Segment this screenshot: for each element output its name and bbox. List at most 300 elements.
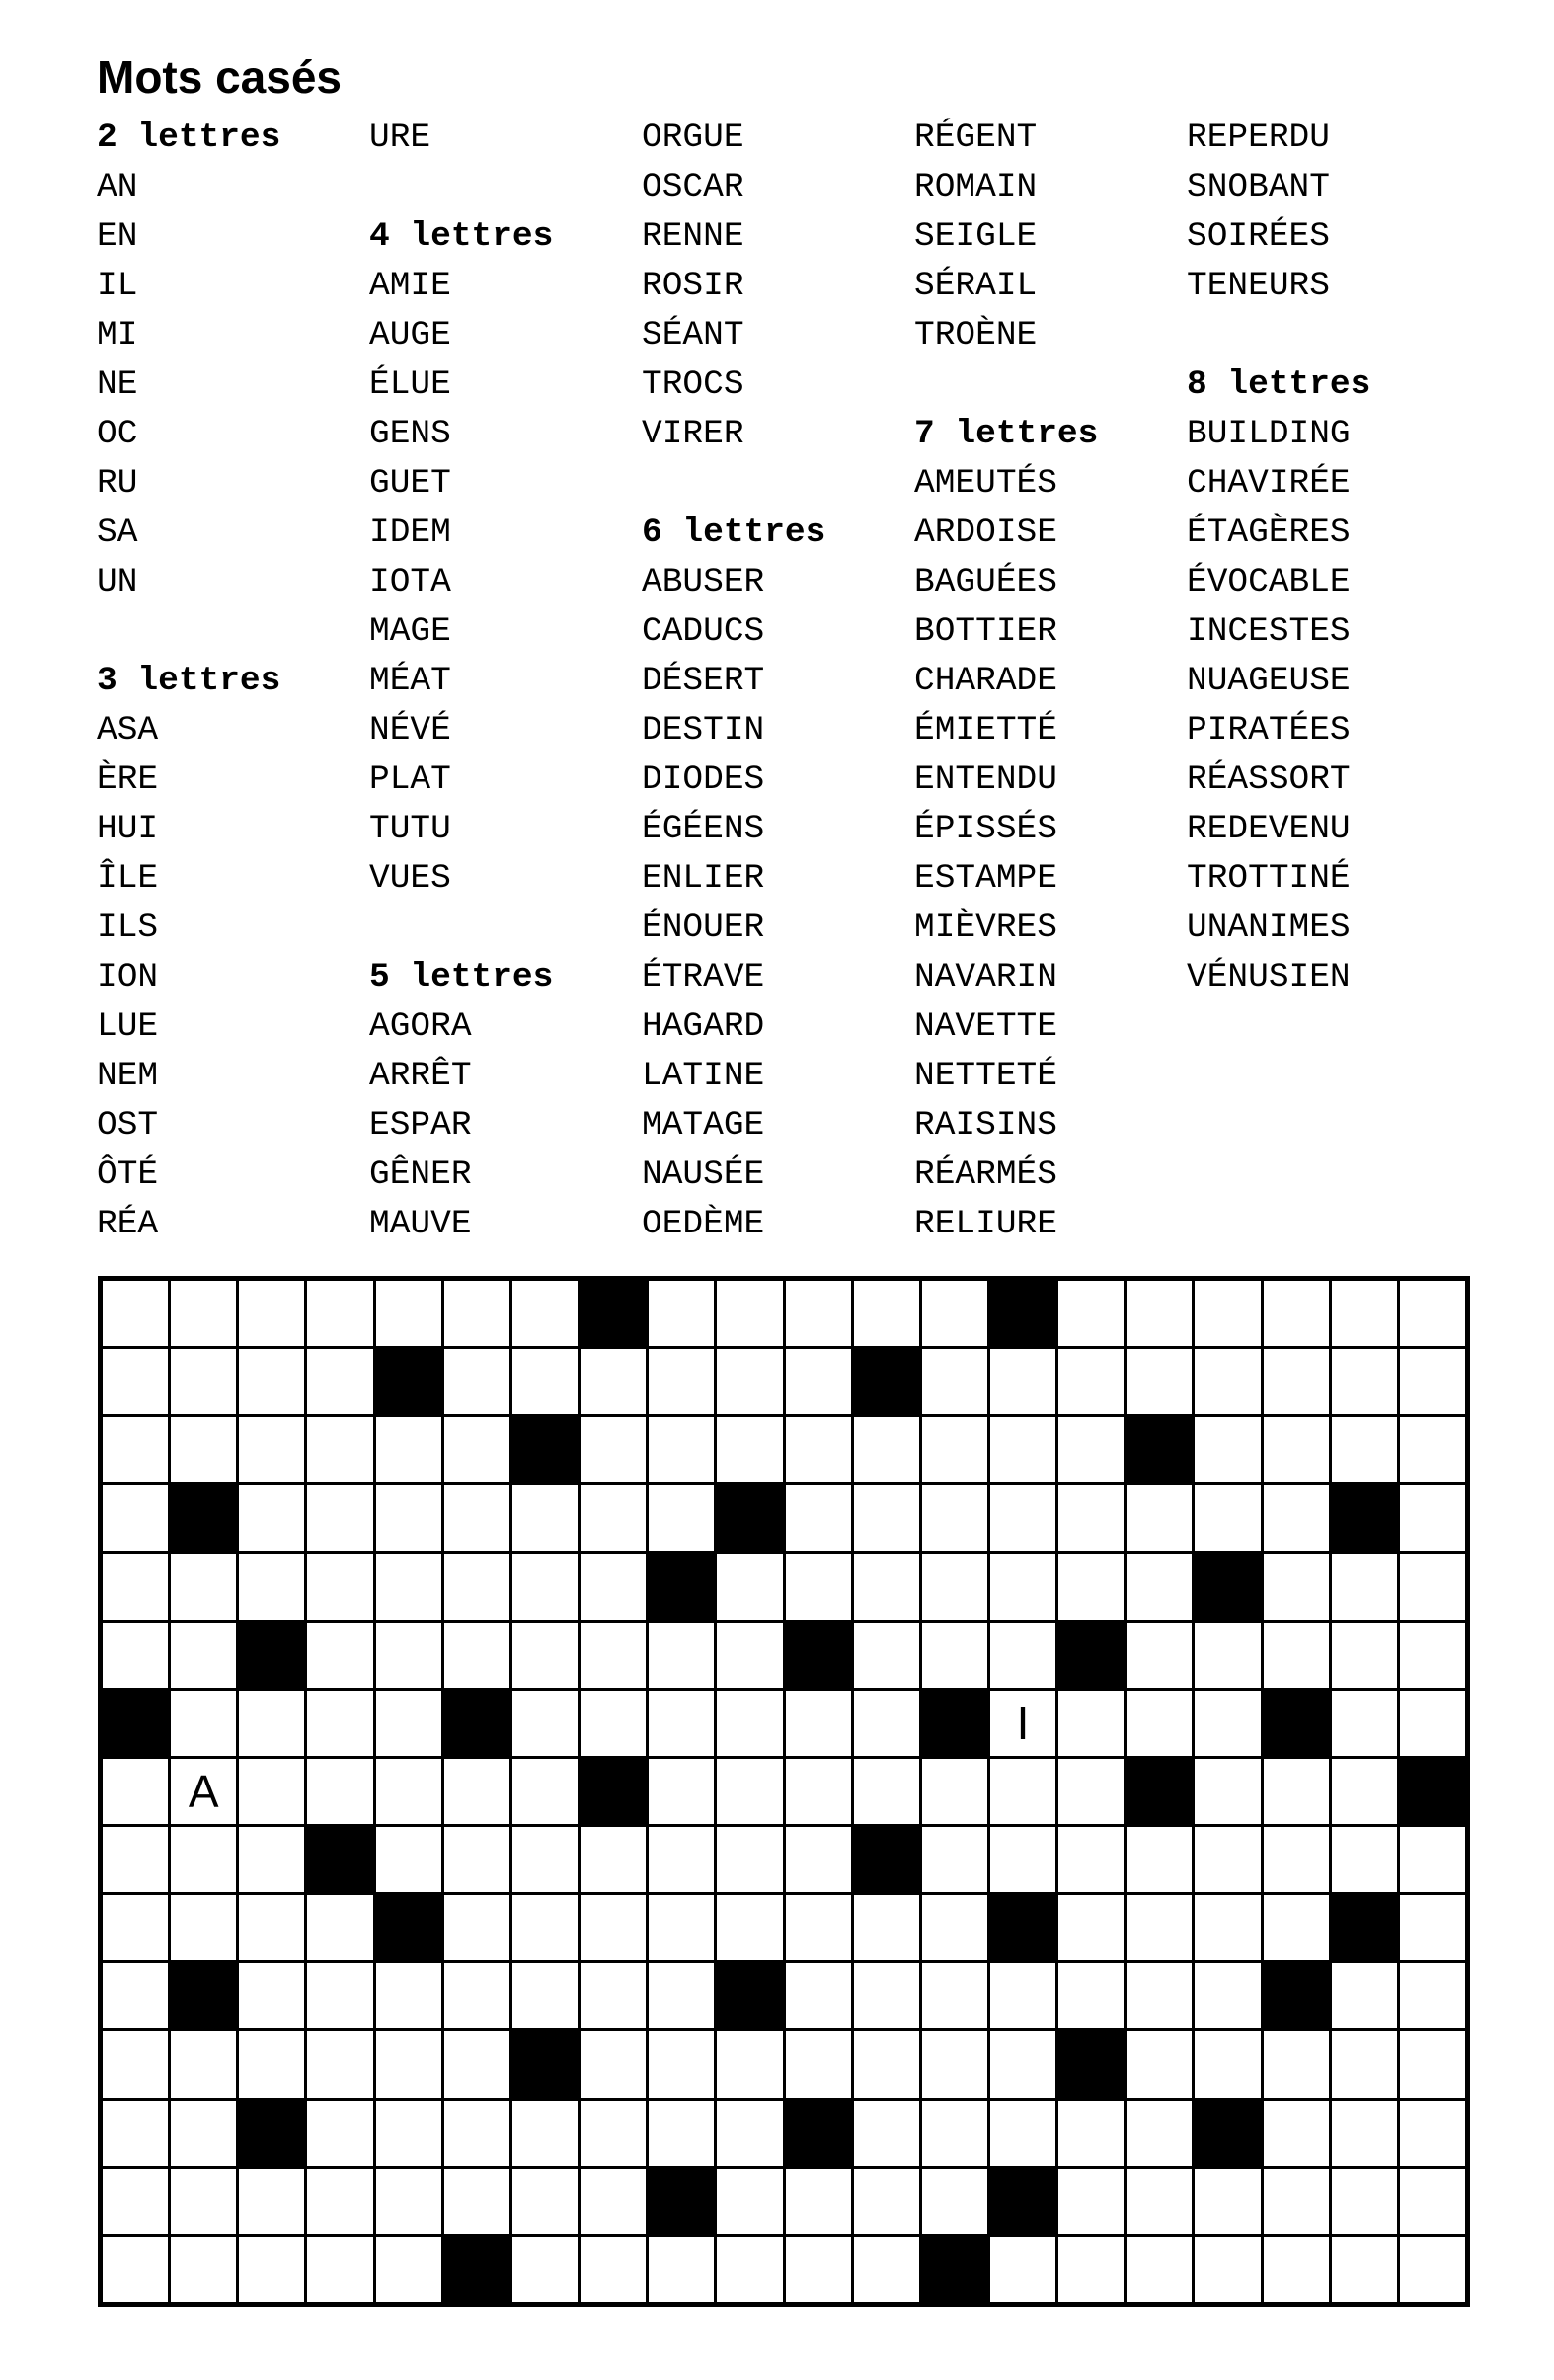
grid-cell[interactable] bbox=[649, 2237, 714, 2302]
grid-cell[interactable] bbox=[512, 2169, 578, 2234]
grid-cell[interactable] bbox=[307, 1963, 372, 2028]
black-cell bbox=[581, 1759, 646, 1824]
grid-cell[interactable] bbox=[1058, 1759, 1124, 1824]
grid-cell[interactable] bbox=[922, 1349, 987, 1414]
grid-cell[interactable] bbox=[512, 1485, 578, 1550]
grid-cell[interactable] bbox=[581, 2101, 646, 2166]
word-entry: MÉAT bbox=[369, 662, 451, 700]
grid-cell[interactable] bbox=[307, 1895, 372, 1960]
grid-cell[interactable] bbox=[1400, 1963, 1465, 2028]
grid-cell[interactable] bbox=[649, 1417, 714, 1482]
grid-cell[interactable] bbox=[581, 1554, 646, 1620]
grid-cell[interactable] bbox=[376, 2101, 441, 2166]
grid-cell[interactable] bbox=[581, 1417, 646, 1482]
word-entry: TROÈNE bbox=[914, 316, 1038, 355]
grid-cell[interactable] bbox=[990, 1759, 1055, 1824]
grid-cell[interactable] bbox=[1400, 1281, 1465, 1346]
black-cell bbox=[239, 1623, 304, 1688]
grid-cell[interactable] bbox=[1127, 1281, 1192, 1346]
grid-cell[interactable] bbox=[1058, 1349, 1124, 1414]
grid-cell[interactable] bbox=[171, 2169, 236, 2234]
grid-cell[interactable] bbox=[376, 1554, 441, 1620]
grid-cell[interactable] bbox=[717, 1417, 782, 1482]
grid-cell[interactable] bbox=[1127, 1623, 1192, 1688]
grid-cell[interactable] bbox=[103, 1281, 168, 1346]
grid-cell[interactable] bbox=[1332, 2237, 1397, 2302]
grid-cell[interactable] bbox=[1264, 1349, 1329, 1414]
grid-cell[interactable] bbox=[854, 1759, 919, 1824]
grid-cell[interactable] bbox=[239, 1895, 304, 1960]
word-entry: DÉSERT bbox=[642, 662, 765, 700]
grid-cell[interactable] bbox=[1127, 2031, 1192, 2097]
word-entry: HUI bbox=[97, 810, 159, 848]
grid-cell[interactable] bbox=[1195, 1349, 1260, 1414]
grid-cell[interactable] bbox=[990, 2031, 1055, 2097]
grid-cell[interactable] bbox=[649, 1691, 714, 1756]
grid-cell[interactable] bbox=[1264, 1485, 1329, 1550]
grid-cell[interactable] bbox=[1195, 1691, 1260, 1756]
grid-cell[interactable] bbox=[1400, 1417, 1465, 1482]
word-entry: TENEURS bbox=[1187, 267, 1330, 305]
grid-cell[interactable] bbox=[239, 1417, 304, 1482]
grid-cell[interactable] bbox=[307, 2169, 372, 2234]
grid-cell[interactable] bbox=[307, 1759, 372, 1824]
grid-cell[interactable] bbox=[717, 2031, 782, 2097]
grid-cell[interactable] bbox=[854, 1485, 919, 1550]
word-spacer bbox=[1187, 311, 1459, 360]
grid-cell[interactable] bbox=[854, 2237, 919, 2302]
grid-cell[interactable] bbox=[307, 1554, 372, 1620]
grid-cell[interactable] bbox=[1127, 1963, 1192, 2028]
grid-cell[interactable] bbox=[307, 2031, 372, 2097]
grid-cell[interactable] bbox=[581, 1963, 646, 2028]
grid-cell[interactable] bbox=[1195, 1485, 1260, 1550]
grid-cell[interactable] bbox=[922, 2031, 987, 2097]
grid-cell[interactable] bbox=[922, 2101, 987, 2166]
grid-cell[interactable] bbox=[239, 2237, 304, 2302]
grid-cell[interactable] bbox=[444, 1895, 509, 1960]
grid-cell[interactable] bbox=[1332, 2169, 1397, 2234]
grid-cell[interactable] bbox=[307, 1349, 372, 1414]
grid-cell[interactable] bbox=[1264, 1759, 1329, 1824]
grid-cell[interactable] bbox=[922, 2169, 987, 2234]
grid-cell[interactable] bbox=[307, 2237, 372, 2302]
grid-cell[interactable] bbox=[171, 2101, 236, 2166]
grid-cell[interactable] bbox=[581, 1827, 646, 1892]
grid-cell[interactable] bbox=[512, 1554, 578, 1620]
grid-cell[interactable] bbox=[990, 2237, 1055, 2302]
grid-cell[interactable] bbox=[1400, 1623, 1465, 1688]
grid-cell-letter[interactable]: A bbox=[171, 1759, 236, 1824]
grid-cell[interactable] bbox=[239, 1485, 304, 1550]
grid-cell[interactable] bbox=[444, 1281, 509, 1346]
grid-cell[interactable] bbox=[786, 1485, 851, 1550]
grid-cell[interactable] bbox=[512, 1963, 578, 2028]
grid-cell[interactable] bbox=[581, 2031, 646, 2097]
grid-cell[interactable] bbox=[1332, 1691, 1397, 1756]
grid-cell[interactable] bbox=[581, 2237, 646, 2302]
grid-cell[interactable] bbox=[376, 1827, 441, 1892]
grid-cell[interactable] bbox=[1332, 2101, 1397, 2166]
grid-cell[interactable] bbox=[307, 1623, 372, 1688]
grid-cell[interactable] bbox=[1400, 2237, 1465, 2302]
grid-cell[interactable] bbox=[1264, 1554, 1329, 1620]
grid-cell[interactable] bbox=[1127, 2237, 1192, 2302]
grid-cell[interactable] bbox=[512, 1895, 578, 1960]
grid-cell[interactable] bbox=[922, 1827, 987, 1892]
word-entry: ARDOISE bbox=[914, 514, 1057, 552]
grid-cell[interactable] bbox=[1127, 1349, 1192, 1414]
grid-cell[interactable] bbox=[103, 1349, 168, 1414]
grid-cell[interactable] bbox=[1264, 2237, 1329, 2302]
grid-cell[interactable] bbox=[649, 1827, 714, 1892]
grid-cell[interactable] bbox=[649, 1895, 714, 1960]
grid-cell[interactable] bbox=[512, 1691, 578, 1756]
grid-cell[interactable] bbox=[1127, 1895, 1192, 1960]
black-cell bbox=[512, 1417, 578, 1482]
grid-cell[interactable] bbox=[512, 1349, 578, 1414]
grid-cell[interactable] bbox=[786, 1895, 851, 1960]
word-entry: LATINE bbox=[642, 1057, 765, 1095]
grid-cell[interactable] bbox=[717, 2101, 782, 2166]
grid-cell[interactable] bbox=[922, 1485, 987, 1550]
grid-cell[interactable] bbox=[307, 1691, 372, 1756]
grid-cell[interactable] bbox=[854, 2031, 919, 2097]
word-entry: ÉLUE bbox=[369, 365, 451, 404]
grid-cell[interactable] bbox=[786, 1554, 851, 1620]
grid-cell[interactable] bbox=[990, 1963, 1055, 2028]
grid-cell[interactable] bbox=[581, 2169, 646, 2234]
grid-cell[interactable] bbox=[239, 1554, 304, 1620]
grid-cell[interactable] bbox=[854, 1554, 919, 1620]
grid-cell[interactable] bbox=[512, 1759, 578, 1824]
grid-cell[interactable] bbox=[512, 2101, 578, 2166]
grid-cell[interactable] bbox=[444, 1827, 509, 1892]
grid-cell[interactable] bbox=[444, 1417, 509, 1482]
grid-cell[interactable] bbox=[171, 1554, 236, 1620]
word-entry: ÉPISSÉS bbox=[914, 810, 1057, 848]
word-entry: RÉASSORT bbox=[1187, 760, 1351, 799]
grid-cell[interactable] bbox=[376, 1691, 441, 1756]
grid-cell[interactable] bbox=[786, 1281, 851, 1346]
grid-cell[interactable] bbox=[239, 1281, 304, 1346]
grid-cell[interactable] bbox=[1058, 2169, 1124, 2234]
black-cell bbox=[307, 1827, 372, 1892]
grid-cell[interactable] bbox=[376, 1485, 441, 1550]
grid-cell[interactable] bbox=[103, 2031, 168, 2097]
grid-cell[interactable] bbox=[1264, 2031, 1329, 2097]
grid-cell[interactable] bbox=[786, 1691, 851, 1756]
grid-cell[interactable] bbox=[444, 2169, 509, 2234]
grid-cell[interactable] bbox=[922, 1623, 987, 1688]
grid-cell[interactable] bbox=[649, 1963, 714, 2028]
grid-cell[interactable] bbox=[922, 1554, 987, 1620]
word-entry: MAGE bbox=[369, 612, 451, 651]
grid-cell[interactable] bbox=[854, 1417, 919, 1482]
grid-cell[interactable] bbox=[1332, 1963, 1397, 2028]
grid-cell[interactable] bbox=[239, 1759, 304, 1824]
grid-cell[interactable] bbox=[786, 1759, 851, 1824]
grid-cell[interactable] bbox=[786, 1827, 851, 1892]
grid-cell[interactable] bbox=[581, 1895, 646, 1960]
grid-cell[interactable] bbox=[649, 1623, 714, 1688]
grid-cell[interactable] bbox=[103, 1827, 168, 1892]
black-cell bbox=[990, 2169, 1055, 2234]
grid-cell[interactable] bbox=[1058, 2101, 1124, 2166]
grid-cell[interactable] bbox=[1127, 1485, 1192, 1550]
grid-cell[interactable] bbox=[103, 1623, 168, 1688]
grid-cell[interactable] bbox=[990, 1827, 1055, 1892]
grid-cell[interactable] bbox=[1400, 1827, 1465, 1892]
grid-cell[interactable] bbox=[581, 1623, 646, 1688]
grid-cell[interactable] bbox=[1058, 2237, 1124, 2302]
grid-cell[interactable] bbox=[649, 1281, 714, 1346]
grid-cell[interactable] bbox=[1400, 2169, 1465, 2234]
grid-cell[interactable] bbox=[649, 1759, 714, 1824]
word-column bbox=[642, 114, 914, 1249]
grid-cell[interactable] bbox=[1058, 1417, 1124, 1482]
grid-cell[interactable] bbox=[376, 1623, 441, 1688]
grid-cell[interactable] bbox=[1400, 1895, 1465, 1960]
grid-cell[interactable] bbox=[376, 2031, 441, 2097]
grid-cell[interactable] bbox=[171, 1349, 236, 1414]
grid-cell[interactable] bbox=[1195, 2169, 1260, 2234]
grid-cell[interactable] bbox=[103, 1759, 168, 1824]
grid-cell[interactable] bbox=[512, 2237, 578, 2302]
grid-cell[interactable] bbox=[1127, 2169, 1192, 2234]
grid-cell[interactable] bbox=[444, 1759, 509, 1824]
grid-cell[interactable] bbox=[990, 1485, 1055, 1550]
grid-cell[interactable] bbox=[1127, 1827, 1192, 1892]
grid-cell[interactable] bbox=[1195, 1281, 1260, 1346]
grid-cell[interactable] bbox=[376, 2237, 441, 2302]
grid-cell[interactable] bbox=[171, 1691, 236, 1756]
grid-cell[interactable] bbox=[239, 1691, 304, 1756]
grid-cell[interactable] bbox=[1332, 1281, 1397, 1346]
grid-cell[interactable] bbox=[1264, 1895, 1329, 1960]
grid-cell[interactable] bbox=[717, 2237, 782, 2302]
grid-cell[interactable] bbox=[171, 1417, 236, 1482]
grid-cell[interactable] bbox=[171, 1895, 236, 1960]
black-cell bbox=[649, 1554, 714, 1620]
grid-cell[interactable] bbox=[922, 1895, 987, 1960]
grid-cell[interactable] bbox=[1400, 1485, 1465, 1550]
grid-cell[interactable] bbox=[854, 2101, 919, 2166]
grid-cell[interactable] bbox=[239, 1963, 304, 2028]
grid-cell[interactable] bbox=[103, 2101, 168, 2166]
grid-cell[interactable] bbox=[1332, 1417, 1397, 1482]
grid-cell[interactable] bbox=[990, 2101, 1055, 2166]
grid-cell[interactable] bbox=[512, 1827, 578, 1892]
grid-cell[interactable] bbox=[1400, 2101, 1465, 2166]
word-entry: ÉGÉENS bbox=[642, 810, 765, 848]
grid-cell[interactable] bbox=[1195, 2237, 1260, 2302]
grid-cell[interactable] bbox=[171, 1827, 236, 1892]
grid-cell[interactable] bbox=[171, 2031, 236, 2097]
grid-cell[interactable] bbox=[1195, 2031, 1260, 2097]
grid-cell[interactable] bbox=[1332, 1623, 1397, 1688]
grid-cell[interactable] bbox=[376, 1417, 441, 1482]
grid-cell[interactable] bbox=[444, 1623, 509, 1688]
grid-cell[interactable] bbox=[376, 1759, 441, 1824]
grid-cell[interactable] bbox=[717, 1759, 782, 1824]
grid-cell[interactable] bbox=[1195, 1963, 1260, 2028]
grid-cell[interactable] bbox=[786, 2031, 851, 2097]
word-entry: HAGARD bbox=[642, 1007, 765, 1046]
grid-cell[interactable] bbox=[854, 1691, 919, 1756]
grid-cell[interactable] bbox=[717, 1554, 782, 1620]
grid-cell[interactable] bbox=[1264, 1417, 1329, 1482]
grid-cell[interactable] bbox=[854, 1281, 919, 1346]
word-entry: ENTENDU bbox=[914, 760, 1057, 799]
grid-cell[interactable] bbox=[376, 2169, 441, 2234]
grid-cell[interactable] bbox=[786, 1349, 851, 1414]
word-entry: ÉTAGÈRES bbox=[1187, 514, 1351, 552]
grid-cell[interactable] bbox=[1264, 1623, 1329, 1688]
grid-cell[interactable] bbox=[854, 1895, 919, 1960]
grid-cell[interactable] bbox=[1058, 1963, 1124, 2028]
grid-cell[interactable] bbox=[239, 1349, 304, 1414]
grid-cell[interactable] bbox=[1058, 1281, 1124, 1346]
grid-cell[interactable] bbox=[786, 2237, 851, 2302]
grid-cell[interactable] bbox=[786, 1963, 851, 2028]
grid-cell[interactable] bbox=[990, 1554, 1055, 1620]
grid-cell[interactable] bbox=[239, 1827, 304, 1892]
grid-cell[interactable] bbox=[717, 1691, 782, 1756]
word-entry: ARRÊT bbox=[369, 1057, 472, 1095]
grid-cell[interactable] bbox=[1264, 1281, 1329, 1346]
grid-cell[interactable] bbox=[1058, 1895, 1124, 1960]
word-entry: SA bbox=[97, 514, 138, 552]
grid-cell[interactable] bbox=[1332, 1827, 1397, 1892]
grid-cell[interactable] bbox=[239, 2031, 304, 2097]
grid-cell[interactable] bbox=[1058, 1485, 1124, 1550]
grid-cell[interactable] bbox=[922, 1417, 987, 1482]
grid-cell[interactable] bbox=[854, 1963, 919, 2028]
grid-cell[interactable] bbox=[1400, 1554, 1465, 1620]
grid-cell[interactable] bbox=[717, 1349, 782, 1414]
grid-cell[interactable] bbox=[103, 1485, 168, 1550]
grid-cell[interactable] bbox=[1058, 1827, 1124, 1892]
grid-cell[interactable] bbox=[444, 2031, 509, 2097]
grid-cell[interactable] bbox=[307, 1417, 372, 1482]
grid-cell[interactable] bbox=[1400, 1349, 1465, 1414]
grid-cell[interactable] bbox=[1127, 1691, 1192, 1756]
grid-cell[interactable] bbox=[239, 2169, 304, 2234]
grid-cell[interactable] bbox=[990, 1623, 1055, 1688]
grid-cell[interactable] bbox=[103, 1554, 168, 1620]
grid-cell[interactable] bbox=[1400, 1691, 1465, 1756]
grid-cell[interactable] bbox=[103, 2237, 168, 2302]
grid-cell[interactable] bbox=[922, 1759, 987, 1824]
grid-cell[interactable] bbox=[307, 2101, 372, 2166]
grid-cell[interactable] bbox=[1195, 1623, 1260, 1688]
grid-cell[interactable] bbox=[1400, 2031, 1465, 2097]
grid-cell[interactable] bbox=[1264, 1827, 1329, 1892]
grid-cell[interactable] bbox=[171, 1281, 236, 1346]
grid-cell[interactable] bbox=[649, 2031, 714, 2097]
grid-cell[interactable] bbox=[1264, 2169, 1329, 2234]
grid-cell[interactable] bbox=[717, 2169, 782, 2234]
grid-cell[interactable] bbox=[1127, 2101, 1192, 2166]
grid-cell[interactable] bbox=[444, 1554, 509, 1620]
grid-cell[interactable] bbox=[1195, 1417, 1260, 1482]
word-spacer bbox=[642, 459, 914, 509]
grid-cell[interactable] bbox=[307, 1485, 372, 1550]
grid-cell[interactable] bbox=[376, 1281, 441, 1346]
grid-cell[interactable] bbox=[717, 1623, 782, 1688]
grid-cell[interactable] bbox=[1195, 1895, 1260, 1960]
grid-cell[interactable] bbox=[717, 1895, 782, 1960]
grid-cell[interactable] bbox=[1332, 1554, 1397, 1620]
grid-cell[interactable] bbox=[854, 1623, 919, 1688]
word-entry: RÉGENT bbox=[914, 119, 1038, 157]
grid-cell[interactable] bbox=[444, 1349, 509, 1414]
grid-cell[interactable] bbox=[1195, 1759, 1260, 1824]
grid-cell[interactable] bbox=[444, 1485, 509, 1550]
grid-cell[interactable] bbox=[786, 1417, 851, 1482]
grid-cell[interactable] bbox=[649, 2101, 714, 2166]
grid-cell[interactable] bbox=[922, 1281, 987, 1346]
grid-cell[interactable] bbox=[649, 1485, 714, 1550]
black-cell bbox=[786, 1623, 851, 1688]
grid-cell[interactable] bbox=[649, 1349, 714, 1414]
black-cell bbox=[1195, 1554, 1260, 1620]
grid-cell[interactable] bbox=[1127, 1554, 1192, 1620]
grid-cell-letter[interactable]: I bbox=[990, 1691, 1055, 1756]
grid-cell[interactable] bbox=[1058, 1691, 1124, 1756]
grid-cell[interactable] bbox=[307, 1281, 372, 1346]
grid-cell[interactable] bbox=[581, 1349, 646, 1414]
grid-cell[interactable] bbox=[1332, 2031, 1397, 2097]
grid-cell[interactable] bbox=[444, 1963, 509, 2028]
grid-cell[interactable] bbox=[922, 1963, 987, 2028]
word-entry: GÊNER bbox=[369, 1155, 472, 1194]
grid-cell[interactable] bbox=[990, 1417, 1055, 1482]
word-entry: ENLIER bbox=[642, 859, 765, 898]
grid-cell[interactable] bbox=[854, 2169, 919, 2234]
grid-cell[interactable] bbox=[376, 1963, 441, 2028]
black-cell bbox=[1264, 1691, 1329, 1756]
grid-cell[interactable] bbox=[1332, 1349, 1397, 1414]
grid-cell[interactable] bbox=[512, 1281, 578, 1346]
grid-cell[interactable] bbox=[103, 1895, 168, 1960]
word-entry: NAUSÉE bbox=[642, 1155, 765, 1194]
grid-cell[interactable] bbox=[717, 1827, 782, 1892]
grid-cell[interactable] bbox=[717, 1281, 782, 1346]
word-entry: SNOBANT bbox=[1187, 168, 1330, 206]
grid-cell[interactable] bbox=[990, 1349, 1055, 1414]
black-cell bbox=[239, 2101, 304, 2166]
grid-cell[interactable] bbox=[103, 2169, 168, 2234]
grid-cell[interactable] bbox=[512, 1623, 578, 1688]
word-entry: ÉNOUER bbox=[642, 909, 765, 947]
grid-cell[interactable] bbox=[171, 2237, 236, 2302]
grid-cell[interactable] bbox=[103, 1963, 168, 2028]
grid-cell[interactable] bbox=[1058, 1554, 1124, 1620]
grid-cell[interactable] bbox=[1195, 1827, 1260, 1892]
grid-cell[interactable] bbox=[1332, 1759, 1397, 1824]
grid-cell[interactable] bbox=[581, 1691, 646, 1756]
word-column bbox=[97, 114, 369, 1249]
grid-cell[interactable] bbox=[581, 1485, 646, 1550]
word-entry: INCESTES bbox=[1187, 612, 1351, 651]
grid-cell[interactable] bbox=[444, 2101, 509, 2166]
grid-cell[interactable] bbox=[171, 1623, 236, 1688]
grid-cell[interactable] bbox=[1264, 2101, 1329, 2166]
grid-cell[interactable] bbox=[786, 2169, 851, 2234]
grid-cell[interactable] bbox=[103, 1417, 168, 1482]
